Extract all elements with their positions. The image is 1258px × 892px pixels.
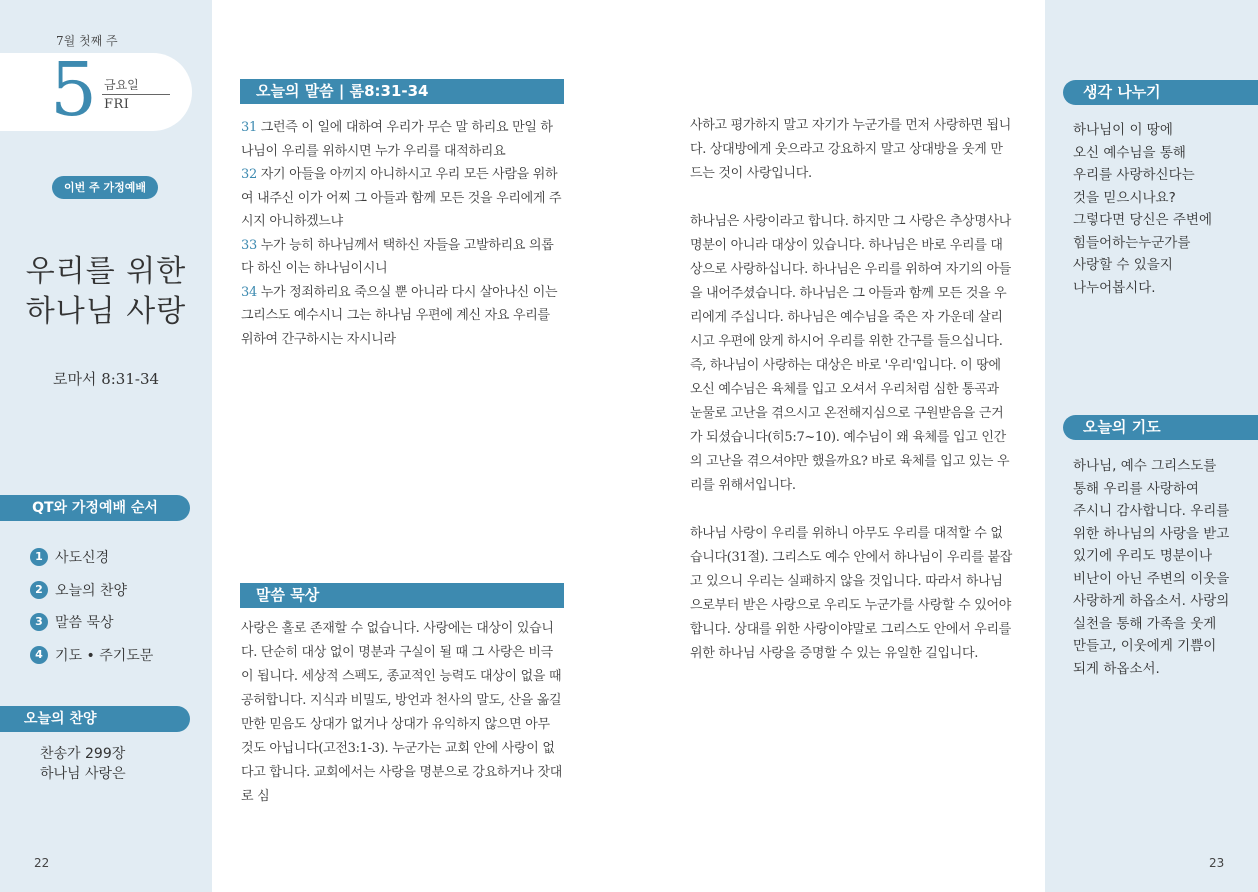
title-line-1: 우리를 위한	[25, 254, 187, 289]
order-item-label: 기도 • 주기도문	[55, 647, 154, 664]
verse-number: 31	[241, 120, 257, 135]
title-line-2: 하나님 사랑	[25, 294, 187, 329]
prayer-line: 만들고, 이웃에게 기쁨이	[1073, 638, 1217, 654]
prayer-line: 통해 우리를 사랑하여	[1073, 480, 1199, 497]
order-item	[30, 541, 153, 574]
prayer-heading: 오늘의 기도	[1063, 415, 1258, 440]
share-heading: 생각 나누기	[1063, 80, 1258, 105]
prayer-line: 주시니 감사합니다. 우리를	[1073, 503, 1230, 519]
number-badge: 2	[30, 581, 48, 599]
meditation-paragraph: 하나님 사랑이 우리를 위하니 아무도 우리를 대적할 수 없습니다(31절). 그리스도 예수 안에서 하나님이 우리를 붙잡고 있으니 우리는 실패하지 않을 것입니다. 따라서 하나님으로부터 받은 사랑으로 우리도 누군가를 사랑할 수 있어야 합니다. 상대를 위한 사랑이야말로 그리스도 안에서 우리를 위한 하나님 사랑을 증명할 수 있는 유일한 길입니다.	[690, 526, 1012, 661]
hymn-title: 하나님 사랑은	[40, 766, 126, 782]
share-line: 사랑할 수 있을지	[1073, 257, 1173, 273]
hymn-heading: 오늘의 찬양	[0, 706, 190, 732]
order-list	[30, 541, 153, 671]
scripture-reference: 로마서 8:31-34	[52, 370, 160, 388]
prayer-line: 위한 하나님의 사랑을 받고	[1073, 525, 1230, 542]
verse-text: 그런즉 이 일에 대하여 우리가 무슨 말 하리요 만일 하나님이 우리를 위하시면 누가 우리를 대적하리요	[241, 120, 553, 159]
number-badge: 3	[30, 613, 48, 631]
share-line: 하나님이 이 땅에	[1073, 122, 1173, 138]
weekday-english: FRI	[104, 97, 130, 112]
order-item-label: 사도신경	[55, 550, 110, 567]
order-item	[30, 574, 153, 607]
share-line: 그렇다면 당신은 주변에	[1073, 212, 1212, 228]
verse-text: 누가 정죄하리요 죽으실 뿐 아니라 다시 살아나신 이는 그리스도 예수시니 그는 하나님 우편에 계신 자요 우리를 위하여 간구하시는 자시니라	[241, 284, 558, 347]
order-item	[30, 639, 153, 672]
share-line: 우리를 사랑하신다는	[1073, 167, 1195, 183]
share-line: 힘들어하는누군가를	[1073, 234, 1191, 251]
prayer-text	[1073, 455, 1238, 680]
meditation-paragraph: 하나님은 사랑이라고 합니다. 하지만 그 사랑은 추상명사나 명분이 아니라 대상이 있습니다. 하나님은 바로 우리를 대상으로 사랑하십니다. 하나님은 우리를 위하여 자기의 아들을 내어주셨습니다. 하나님은 그 아들과 함께 모든 것을 우리에게 주십니다. 하나님은 예수님을 죽은 자 가운데 살리시고 우편에 앉게 하시어 우리를 위한 간구를 들으십니다. 즉, 하나님이 사랑하는 대상은 바로 '우리'입니다. 이 땅에 오신 예수님은 육체를 입고 오셔서 우리처럼 심한 통곡과 눈물로 고난을 겪으시고 온전해지심으로 구원받음을 근거가 되셨습니다(히5:7~10). 예수님이 왜 육체를 입고 인간의 고난을 겪으셔야만 했을까요? 바로 육체를 입고 있는 우리를 위해서입니다.	[690, 214, 1012, 493]
meditation-continued	[690, 114, 1012, 690]
share-line: 나누어봅시다.	[1073, 279, 1156, 296]
number-badge: 1	[30, 548, 48, 566]
verse-number: 34	[241, 284, 257, 300]
hymn-text	[40, 744, 126, 784]
page-number-right: 23	[1209, 856, 1225, 870]
prayer-line: 있기에 우리도 명분이나	[1073, 548, 1212, 564]
prayer-line: 비난이 아닌 주변의 이웃을	[1073, 570, 1230, 587]
week-label: 7월 첫째 주	[56, 34, 118, 48]
hymn-number: 찬송가 299장	[40, 746, 126, 762]
weekday-divider	[102, 94, 170, 95]
verse-text: 누가 능히 하나님께서 택하신 자들을 고발하리요 의롭다 하신 이는 하나님이시니	[241, 237, 554, 276]
meditation-paragraph: 사하고 평가하지 말고 자기가 누군가를 먼저 사랑하면 됩니다. 상대방에게 웃으라고 강요하지 말고 상대방을 웃게 만드는 것이 사랑입니다.	[690, 118, 1012, 181]
verse-block	[241, 116, 563, 351]
number-badge: 4	[30, 646, 48, 664]
verse-number: 33	[241, 237, 257, 253]
prayer-line: 사랑하게 하옵소서. 사랑의	[1073, 593, 1230, 609]
meditation-intro: 사랑은 홀로 존재할 수 없습니다. 사랑에는 대상이 있습니다. 단순히 대상 없이 명분과 구실이 될 때 그 사랑은 비극이 됩니다. 세상적 스펙도, 종교적인 능력도 대상이 없을 때 공허합니다. 지식과 비밀도, 방언과 천사의 말도, 산을 옮길 만한 믿음도 상대가 없거나 상대가 유익하지 않으면 아무 것도 아닙니다(고전3:1-3). 누군가는 교회 안에 사랑이 없다고 합니다. 교회에서는 사랑을 명분으로 강요하거나 잣대로 심	[241, 621, 563, 804]
meditation-heading: 말씀 묵상	[240, 583, 564, 608]
page-number-left: 22	[34, 856, 50, 870]
verse-text: 자기 아들을 아끼지 아니하시고 우리 모든 사람을 위하여 내주신 이가 어찌 그 아들과 함께 모든 것을 우리에게 주시지 아니하겠느냐	[241, 167, 562, 229]
weekday-korean: 금요일	[104, 78, 139, 92]
prayer-line: 되게 하옵소서.	[1073, 660, 1160, 677]
share-line: 오신 예수님을 통해	[1073, 144, 1186, 161]
prayer-line: 하나님, 예수 그리스도를	[1073, 458, 1217, 474]
order-item-label: 오늘의 찬양	[55, 582, 128, 599]
prayer-line: 실천을 통해 가족을 웃게	[1073, 615, 1217, 632]
page-title	[0, 252, 212, 332]
day-number: 5	[50, 47, 98, 133]
order-item-label: 말씀 묵상	[55, 615, 114, 632]
share-text	[1073, 119, 1238, 299]
share-line: 것을 믿으시나요?	[1073, 189, 1176, 206]
order-heading: QT와 가정예배 순서	[0, 495, 190, 521]
todays-word-heading: 오늘의 말씀 | 롬8:31-34	[240, 79, 564, 104]
category-badge: 이번 주 가정예배	[52, 176, 158, 199]
verse-number: 32	[241, 167, 257, 182]
order-item	[30, 606, 153, 639]
left-sidebar	[0, 0, 212, 892]
